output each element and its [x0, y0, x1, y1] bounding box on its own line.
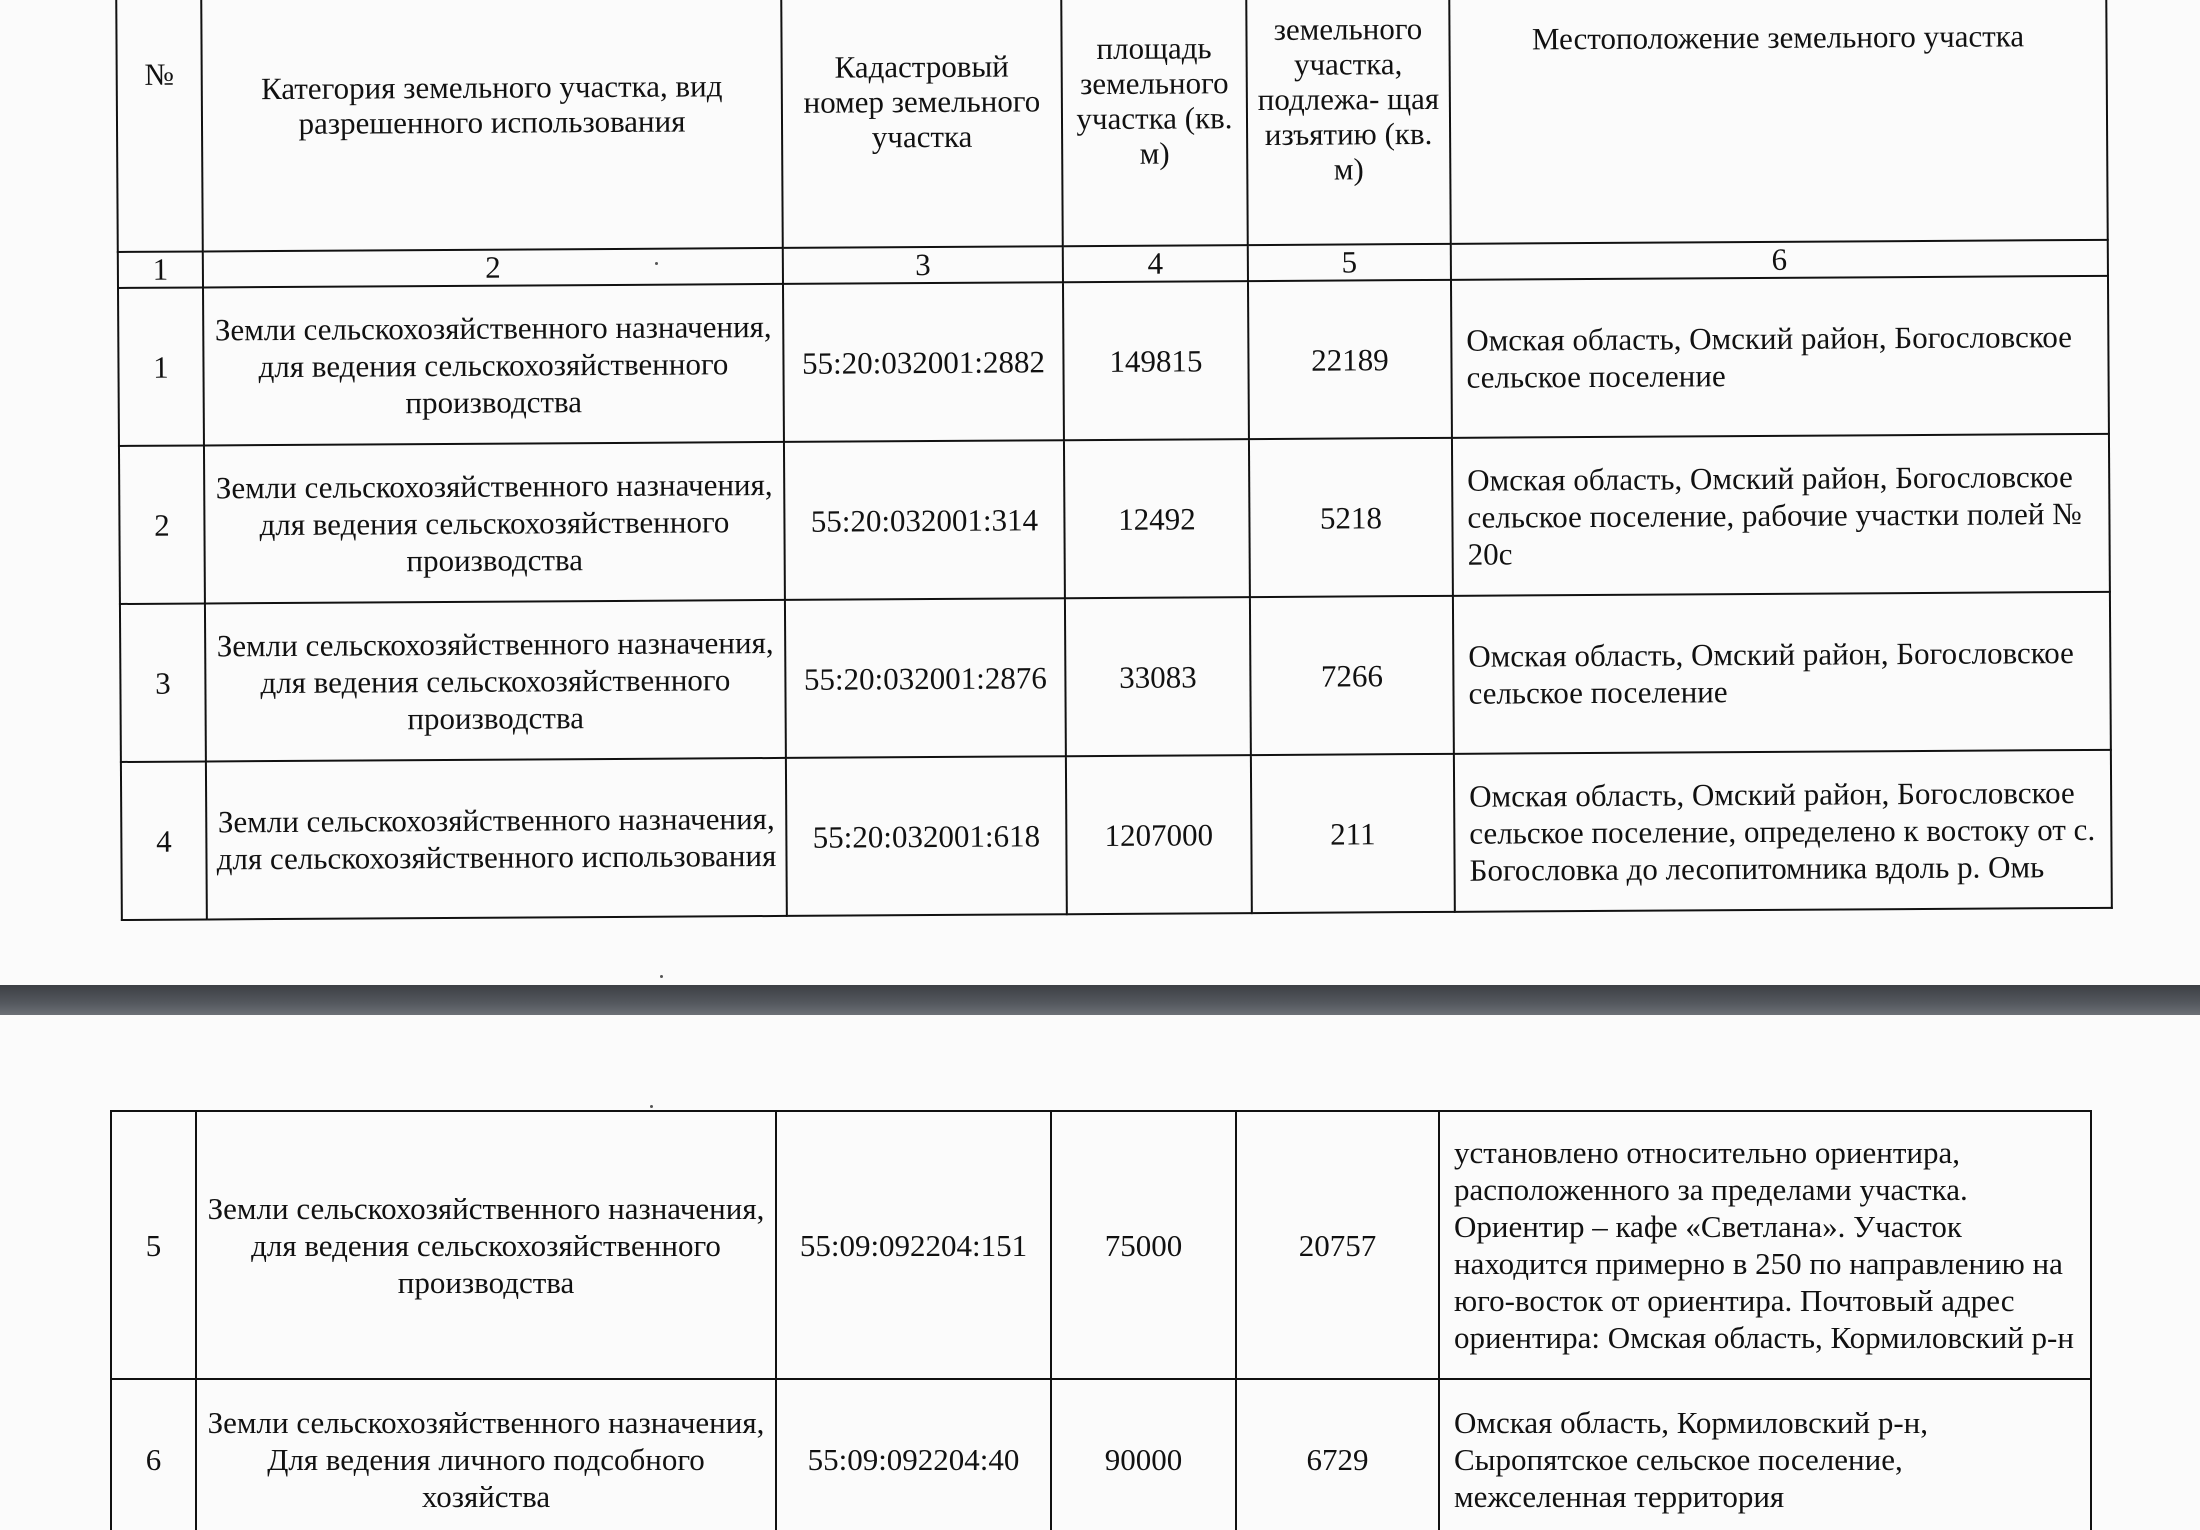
row-category: Земли сельскохозяйственного назначения, для ведения сельскохозяйственного производства: [205, 600, 786, 762]
table-header-row: [116, 0, 2108, 252]
row-category: Земли сельскохозяйственного назначения, для сельскохозяйственного использования: [206, 758, 787, 920]
column-number: 4: [1063, 245, 1248, 282]
row-withdrawal-area: 5218: [1249, 438, 1453, 597]
row-withdrawal-area: 22189: [1248, 280, 1452, 439]
row-cadastral-number: 55:20:032001:2882: [783, 282, 1064, 442]
row-withdrawal-area: 7266: [1250, 596, 1454, 755]
page-separator: [0, 985, 2200, 1015]
scan-speck: [655, 262, 658, 265]
column-number: 2: [203, 248, 783, 288]
row-category: Земли сельскохозяйственного назначения, для ведения сельскохозяйственного производства: [203, 284, 784, 446]
scan-speck: [660, 975, 663, 978]
column-number: 1: [118, 251, 203, 288]
row-number: 1: [118, 287, 204, 446]
table-row: [111, 1111, 2091, 1379]
row-number: 3: [120, 603, 206, 762]
row-category: Земли сельскохозяйственного назначения, для ведения сельскохозяйственного производства: [196, 1111, 776, 1379]
table-row: [119, 434, 2110, 604]
land-plots-table-part-1: [115, 0, 2113, 921]
row-number: 6: [111, 1379, 196, 1530]
row-area: 1207000: [1066, 755, 1252, 914]
header-number: №: [116, 0, 203, 252]
row-location: Омская область, Омский район, Богословское сельское поселение: [1453, 592, 2111, 754]
row-location: Омская область, Омский район, Богословское сельское поселение: [1451, 276, 2109, 438]
row-cadastral-number: 55:09:092204:151: [776, 1111, 1051, 1379]
table-row: [121, 750, 2112, 920]
header-location: Местоположение земельного участка: [1449, 0, 2108, 244]
row-cadastral-number: 55:20:032001:2876: [785, 598, 1066, 758]
column-number: 5: [1248, 244, 1451, 281]
row-cadastral-number: 55:20:032001:314: [784, 440, 1065, 600]
header-withdrawal-area: земельного участка, подлежа- щая изъятию (кв. м): [1246, 0, 1451, 245]
row-area: 149815: [1063, 281, 1249, 440]
row-location: Омская область, Омский район, Богословское сельское поселение, определено к востоку от с. Богословка до лесопитомника вдоль р. Омь: [1454, 750, 2112, 912]
row-area: 33083: [1065, 597, 1251, 756]
row-cadastral-number: 55:20:032001:618: [786, 756, 1067, 916]
row-number: 2: [119, 445, 205, 604]
header-category: Категория земельного участка, вид разрешенного использования: [201, 0, 783, 251]
header-area: площадь земельного участка (кв. м): [1061, 0, 1248, 246]
table-row: [120, 592, 2111, 762]
row-category: Земли сельскохозяйственного назначения, Для ведения личного подсобного хозяйства: [196, 1379, 776, 1530]
row-location: Омская область, Кормиловский р-н, Сыропятское сельское поселение, межселенная территория: [1439, 1379, 2091, 1530]
table-row: [118, 276, 2109, 446]
row-withdrawal-area: 6729: [1236, 1379, 1439, 1530]
row-location: установлено относительно ориентира, расположенного за пределами участка. Ориентир – кафе «Светлана». Участок находится примерно в 250 по направлению на юго-восток от ориентира. Почтовый адрес ориентира: Омская область, Кормиловский р-н: [1439, 1111, 2091, 1379]
row-withdrawal-area: 20757: [1236, 1111, 1439, 1379]
row-area: 75000: [1051, 1111, 1236, 1379]
header-cadastral-number: Кадастровый номер земельного участка: [781, 0, 1063, 248]
column-number: 6: [1451, 240, 2108, 280]
row-area: 90000: [1051, 1379, 1236, 1530]
row-area: 12492: [1064, 439, 1250, 598]
row-category: Земли сельскохозяйственного назначения, для ведения сельскохозяйственного производства: [204, 442, 785, 604]
land-plots-table-part-2: [110, 1110, 2092, 1530]
row-cadastral-number: 55:09:092204:40: [776, 1379, 1051, 1530]
table-row: [111, 1379, 2091, 1530]
document-page-2: [0, 1015, 2200, 1530]
row-location: Омская область, Омский район, Богословское сельское поселение, рабочие участки полей № 20с: [1452, 434, 2110, 596]
row-number: 5: [111, 1111, 196, 1379]
scan-speck: [650, 1105, 653, 1108]
row-withdrawal-area: 211: [1251, 754, 1455, 913]
column-number: 3: [783, 246, 1063, 284]
row-number: 4: [121, 761, 207, 920]
